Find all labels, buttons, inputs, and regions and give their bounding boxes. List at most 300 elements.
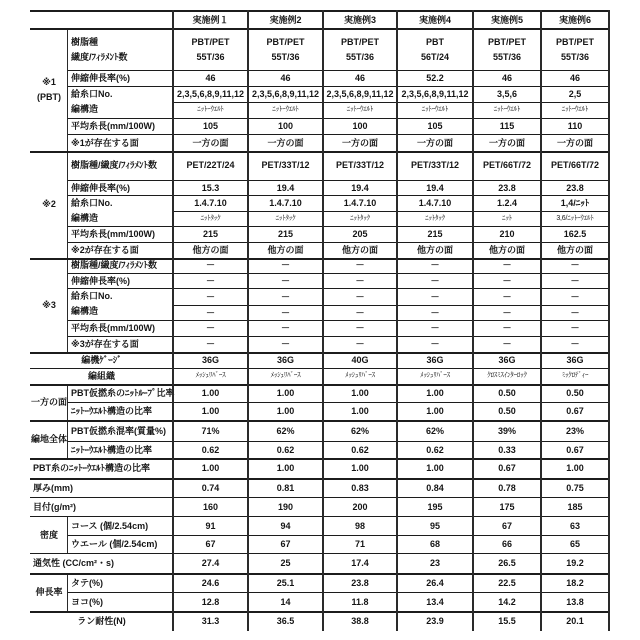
stretch-value [541, 180, 609, 195]
avg-length-value [473, 320, 541, 336]
row-divider [30, 611, 609, 613]
column-header [173, 10, 248, 29]
face-label-text: ※2が存在する面 [71, 244, 139, 256]
sub-value [323, 516, 397, 535]
knit-value-text: ﾒｯｼｭﾘﾊﾞｰｽ [196, 370, 226, 382]
sub-value-text: 94 [280, 520, 290, 532]
structure-value-text: － [502, 307, 511, 319]
thickness-value-text: 0.81 [277, 482, 295, 494]
structure-value [473, 102, 541, 118]
row-divider [30, 420, 609, 422]
resin-value [541, 29, 609, 70]
resin-label-text-1: 樹脂種 [71, 35, 98, 50]
avg-length-value-text: 100 [352, 120, 367, 132]
air-permeability-value-text: 17.4 [351, 557, 369, 569]
resin-label [68, 258, 173, 273]
gauge-value-text: 36G [202, 354, 219, 366]
resin-value [248, 29, 323, 70]
air-permeability-value [173, 553, 248, 573]
sub-value [323, 535, 397, 553]
resin-value [173, 258, 248, 273]
thickness-value-text: 0.78 [498, 482, 516, 494]
feeder-value [173, 86, 248, 102]
resin-value-text-2: 55T/36 [271, 50, 299, 65]
face-value-text: 他方の面 [557, 244, 593, 256]
sub-label-text: コース (個/2.54cm) [71, 520, 148, 532]
run-resistance-value-text: 38.8 [351, 615, 369, 627]
face-value [173, 134, 248, 151]
sub-value [248, 516, 323, 535]
sub-value [397, 402, 473, 420]
sub-value [173, 441, 248, 458]
resin-label-text: 樹脂種/繊度/ﾌｨﾗﾒﾝﾄ数 [71, 258, 157, 273]
structure-value [541, 211, 609, 226]
sub-value [248, 573, 323, 592]
sub-value [173, 516, 248, 535]
weight-label-text: 目付(g/m²) [33, 501, 76, 513]
avg-length-value [397, 226, 473, 242]
yarn3-section-label-text: ※3 [42, 298, 56, 313]
column-divider [67, 384, 68, 420]
run-resistance-label-text: ラン耐性(N) [77, 615, 126, 627]
column-divider [67, 516, 68, 553]
sub-value [397, 535, 473, 553]
thickness-label [30, 478, 173, 497]
face-value [541, 336, 609, 352]
stretch-value-text: 19.4 [351, 182, 369, 194]
stretch-value [173, 273, 248, 288]
avg-length-label [68, 226, 173, 242]
avg-length-value-text: － [281, 322, 290, 334]
sub-label [68, 441, 173, 458]
face-value-text: 一方の面 [267, 137, 303, 149]
weight-value [473, 497, 541, 516]
thickness-value [541, 478, 609, 497]
avg-length-label-text: 平均糸長(mm/100W) [71, 322, 155, 334]
avg-length-value-text: 162.5 [564, 228, 587, 240]
thickness-value [397, 478, 473, 497]
resin-value-text-1: PBT/PET [556, 35, 594, 50]
feeder-value-text: － [281, 291, 290, 303]
sub-value-text: 1.00 [202, 387, 220, 399]
gauge-value-text: 36G [566, 354, 583, 366]
pbt-ratio-value-text: 1.00 [351, 462, 369, 474]
gauge-value-text: 36G [426, 354, 443, 366]
sub-value-text: 67 [502, 520, 512, 532]
pbt-ratio-value-text: 0.67 [498, 462, 516, 474]
row-divider [68, 118, 609, 119]
feeder-value [323, 288, 397, 305]
air-permeability-value [323, 553, 397, 573]
weight-value-text: 200 [352, 501, 367, 513]
row-divider [30, 553, 609, 554]
structure-value-text: ﾆｯﾄﾀｯｸ [350, 213, 370, 225]
sub-value-text: 14.2 [498, 596, 516, 608]
resin-value-text: PET/66T/72 [483, 158, 531, 173]
sub-value-text: 95 [430, 520, 440, 532]
properties-table [0, 0, 640, 640]
stretch-value-text: 52.2 [426, 72, 444, 84]
stretch-value [173, 180, 248, 195]
air-permeability-value-text: 25 [280, 557, 290, 569]
sub-value-text: 1.00 [277, 405, 295, 417]
sub-label [68, 402, 173, 420]
sub-value [473, 441, 541, 458]
resin-label [68, 29, 173, 70]
sub-value [248, 420, 323, 441]
sub-value-text: 67 [280, 538, 290, 550]
air-permeability-label [30, 553, 173, 573]
row-divider [68, 180, 609, 181]
knit-value [173, 368, 248, 384]
row-divider [173, 102, 609, 103]
weight-value-text: 175 [499, 501, 514, 513]
resin-value [173, 151, 248, 180]
face-value-text: 一方の面 [489, 137, 525, 149]
stretch-value-text: 15.3 [202, 182, 220, 194]
sub-label-text: ウエール (個/2.54cm) [71, 538, 157, 550]
pbt-ratio-value-text: 1.00 [426, 462, 444, 474]
sub-value-text: 62% [276, 425, 294, 437]
resin-value-text-1: PBT/PET [488, 35, 526, 50]
column-divider [247, 10, 249, 631]
structure-value-text: － [206, 307, 215, 319]
resin-value-text-2: 56T/24 [421, 50, 449, 65]
feeder-structure-label [68, 195, 173, 226]
face-value [473, 242, 541, 258]
sub-value-text: 0.50 [498, 387, 516, 399]
feeder-structure-label-text-2: 編構造 [71, 211, 98, 226]
avg-length-value-text: － [355, 322, 364, 334]
sub-value [397, 441, 473, 458]
avg-length-value-text: 100 [278, 120, 293, 132]
sub-label-text: タテ(%) [71, 577, 103, 589]
knit-label-text: 編組織 [88, 370, 115, 382]
row-divider [30, 10, 609, 12]
feeder-value-text: － [570, 291, 579, 303]
run-resistance-value [248, 611, 323, 630]
face-value-text: 一方の面 [417, 137, 453, 149]
avg-length-value-text: 110 [568, 120, 583, 132]
stretch-value-text: 19.4 [277, 182, 295, 194]
avg-length-value [323, 118, 397, 134]
structure-value [541, 102, 609, 118]
sub-value-text: 1.00 [426, 387, 444, 399]
row-divider [30, 497, 609, 498]
face-value-text: － [502, 338, 511, 350]
resin-value [473, 29, 541, 70]
row-divider [68, 441, 609, 442]
stretch-value [473, 180, 541, 195]
stretch-value-text: 19.4 [426, 182, 444, 194]
thickness-value [248, 478, 323, 497]
avg-length-value [173, 226, 248, 242]
sub-value [173, 573, 248, 592]
face-value-text: － [281, 338, 290, 350]
run-resistance-value [323, 611, 397, 630]
stretch-value [397, 273, 473, 288]
feeder-value [541, 195, 609, 211]
gauge-label-text: 編機ｹﾞｰｼﾞ [81, 354, 122, 366]
resin-value-text: － [281, 258, 290, 273]
row-divider [30, 352, 609, 354]
sub-value-text: 0.62 [426, 444, 444, 456]
row-divider [68, 70, 609, 71]
column-divider [322, 10, 324, 631]
sub-value-text: 91 [205, 520, 215, 532]
face-value [397, 242, 473, 258]
resin-value-text-1: PBT/PET [341, 35, 379, 50]
face-value [323, 336, 397, 352]
avg-length-value-text: － [570, 322, 579, 334]
sub-value [323, 592, 397, 611]
feeder-value [541, 288, 609, 305]
structure-value [323, 102, 397, 118]
feeder-value [248, 86, 323, 102]
sub-label-text: ヨコ(%) [71, 596, 103, 608]
sub-label-text: ﾆｯﾄｰｳｴﾙﾄ構造の比率 [71, 444, 152, 456]
run-resistance-value [541, 611, 609, 630]
air-permeability-value-text: 27.4 [202, 557, 220, 569]
face-value [323, 134, 397, 151]
sub-value [323, 441, 397, 458]
face-value [397, 336, 473, 352]
sub-value-text: 24.6 [202, 577, 220, 589]
column-divider [172, 10, 174, 631]
column-divider [396, 10, 398, 631]
structure-value [323, 211, 397, 226]
row-divider [30, 516, 609, 517]
structure-value [248, 102, 323, 118]
sub-value-text: 0.50 [498, 405, 516, 417]
row-divider [68, 226, 609, 227]
stretch-value [248, 180, 323, 195]
density-group-label-text: 密度 [40, 529, 58, 541]
thickness-value-text: 0.75 [566, 482, 584, 494]
avg-length-value-text: 115 [500, 120, 515, 132]
column-header-text: 実施例6 [559, 14, 591, 26]
stretch-value-text: 46 [570, 72, 580, 84]
sub-label-text: ﾆｯﾄｰｳｴﾙﾄ構造の比率 [71, 405, 152, 417]
weight-value-text: 190 [278, 501, 293, 513]
row-divider [68, 288, 609, 289]
air-permeability-value-text: 26.5 [498, 557, 516, 569]
elong-group-label-text: 伸長率 [35, 586, 62, 598]
knit-value [397, 368, 473, 384]
column-divider [67, 258, 68, 352]
sub-value-text: 23.8 [351, 577, 369, 589]
face-value-text: 他方の面 [489, 244, 525, 256]
yarn2-section-label-text: ※2 [42, 197, 56, 212]
sub-value-text: 0.67 [566, 405, 584, 417]
row-divider [30, 573, 609, 575]
structure-value-text: － [281, 307, 290, 319]
sub-value-text: 98 [355, 520, 365, 532]
row-divider [30, 258, 609, 260]
avg-length-value [473, 226, 541, 242]
column-divider [67, 420, 68, 458]
gauge-value [173, 352, 248, 368]
stretch-value-text: － [502, 275, 511, 287]
face-value-text: 一方の面 [557, 137, 593, 149]
thickness-value-text: 0.83 [351, 482, 369, 494]
sub-value [541, 420, 609, 441]
stretch-value [173, 70, 248, 86]
sub-value [248, 402, 323, 420]
column-header [397, 10, 473, 29]
structure-value-text: ﾆｯﾄｰｳｴﾙﾄ [347, 104, 373, 116]
face-value-text: 他方の面 [267, 244, 303, 256]
feeder-structure-label-text-2: 編構造 [71, 102, 98, 117]
feeder-value [473, 288, 541, 305]
thickness-value [473, 478, 541, 497]
sub-value [248, 535, 323, 553]
face-value-text: 他方の面 [417, 244, 453, 256]
density-group-label [30, 516, 68, 553]
feeder-value [248, 288, 323, 305]
resin-value-text: PET/33T/12 [336, 158, 384, 173]
sub-value-text: 22.5 [498, 577, 516, 589]
structure-value-text: ﾆｯﾄﾀｯｸ [201, 213, 221, 225]
yarn1-section-label-text-2: (PBT) [37, 90, 61, 105]
structure-value-text: － [355, 307, 364, 319]
sub-value-text: 0.62 [202, 444, 220, 456]
resin-value [473, 258, 541, 273]
resin-value-text: － [355, 258, 364, 273]
face-label-text: ※1が存在する面 [71, 137, 139, 149]
column-header-text: 実施例１ [192, 14, 228, 26]
face-value-text: － [206, 338, 215, 350]
row-divider [68, 134, 609, 135]
face-value [473, 134, 541, 151]
sub-value-text: 63 [570, 520, 580, 532]
stretch-value [248, 273, 323, 288]
resin-value-text-1: PBT/PET [191, 35, 229, 50]
structure-value [248, 211, 323, 226]
feeder-value [541, 86, 609, 102]
avg-length-value [541, 320, 609, 336]
resin-value [397, 29, 473, 70]
feeder-value-text: － [206, 291, 215, 303]
run-resistance-value [397, 611, 473, 630]
knit-value [323, 368, 397, 384]
pbt-ratio-label [30, 458, 173, 478]
air-permeability-value-text: 23 [430, 557, 440, 569]
column-header [473, 10, 541, 29]
resin-value-text-1: PBT [426, 35, 444, 50]
column-header-text: 実施例5 [491, 14, 523, 26]
gauge-value [248, 352, 323, 368]
row-divider [30, 384, 609, 386]
avg-length-value-text: 215 [427, 228, 442, 240]
thickness-value [173, 478, 248, 497]
one_face-group-label [30, 384, 68, 420]
weight-value-text: 195 [427, 501, 442, 513]
resin-value-text: PET/22T/24 [186, 158, 234, 173]
avg-length-value-text: － [206, 322, 215, 334]
pbt-ratio-value-text: 1.00 [202, 462, 220, 474]
feeder-value-text: － [430, 291, 439, 303]
row-divider [30, 151, 609, 153]
air-permeability-value [397, 553, 473, 573]
row-divider [68, 402, 609, 403]
face-value [323, 242, 397, 258]
row-divider [30, 458, 609, 460]
resin-value-text: PET/33T/12 [261, 158, 309, 173]
structure-value-text: － [430, 307, 439, 319]
sub-value-text: 0.33 [498, 444, 516, 456]
stretch-value [473, 70, 541, 86]
sub-value-text: 62% [426, 425, 444, 437]
sub-value-text: 0.67 [566, 444, 584, 456]
structure-value-text: － [570, 307, 579, 319]
avg-length-value [248, 320, 323, 336]
avg-length-value-text: 205 [352, 228, 367, 240]
stretch-value-text: 46 [280, 72, 290, 84]
resin-value [173, 29, 248, 70]
feeder-structure-label-text-1: 給糸口No. [71, 289, 113, 304]
stretch-value-text: － [206, 275, 215, 287]
sub-value [541, 535, 609, 553]
sub-value [248, 592, 323, 611]
sub-value-text: 1.00 [351, 405, 369, 417]
avg-length-value-text: 105 [203, 120, 218, 132]
knit-value [248, 368, 323, 384]
stretch-value [397, 70, 473, 86]
weight-value-text: 185 [567, 501, 582, 513]
resin-value-text-2: 55T/36 [196, 50, 224, 65]
resin-value [248, 151, 323, 180]
knit-label [30, 368, 173, 384]
sub-value-text: 66 [502, 538, 512, 550]
feeder-value-text: 1.4.7.10 [344, 197, 377, 209]
whole-group-label [30, 420, 68, 458]
weight-label [30, 497, 173, 516]
sub-value [248, 384, 323, 402]
whole-group-label-text: 編地全体 [31, 433, 67, 445]
resin-label [68, 151, 173, 180]
sub-label [68, 516, 173, 535]
run-resistance-value-text: 36.5 [277, 615, 295, 627]
resin-value [473, 151, 541, 180]
resin-value-text-2: 55T/36 [346, 50, 374, 65]
sub-value [473, 420, 541, 441]
pbt-ratio-value-text: 1.00 [277, 462, 295, 474]
sub-value [541, 441, 609, 458]
sub-value [541, 592, 609, 611]
sub-value-text: 0.50 [566, 387, 584, 399]
sub-value [323, 402, 397, 420]
avg-length-label [68, 320, 173, 336]
face-value [473, 336, 541, 352]
feeder-value-text: 2,3,5,6,8,9,11,12 [326, 88, 393, 100]
feeder-structure-label [68, 86, 173, 118]
structure-value [323, 305, 397, 320]
resin-value-text: － [430, 258, 439, 273]
feeder-value-text: 1.4.7.10 [419, 197, 452, 209]
sub-value [397, 592, 473, 611]
stretch-value-text: 23.8 [566, 182, 584, 194]
knit-value-text: ﾒｯｼｭﾘﾊﾞｰｽ [271, 370, 301, 382]
stretch-value [541, 70, 609, 86]
resin-value [323, 151, 397, 180]
face-value [397, 134, 473, 151]
pbt-ratio-value-text: 1.00 [566, 462, 584, 474]
weight-value [541, 497, 609, 516]
row-divider [68, 535, 609, 536]
sub-label-text: PBT仮撚糸のﾆｯﾄﾙｰﾌﾟ比率 [71, 387, 175, 399]
stretch-label [68, 273, 173, 288]
